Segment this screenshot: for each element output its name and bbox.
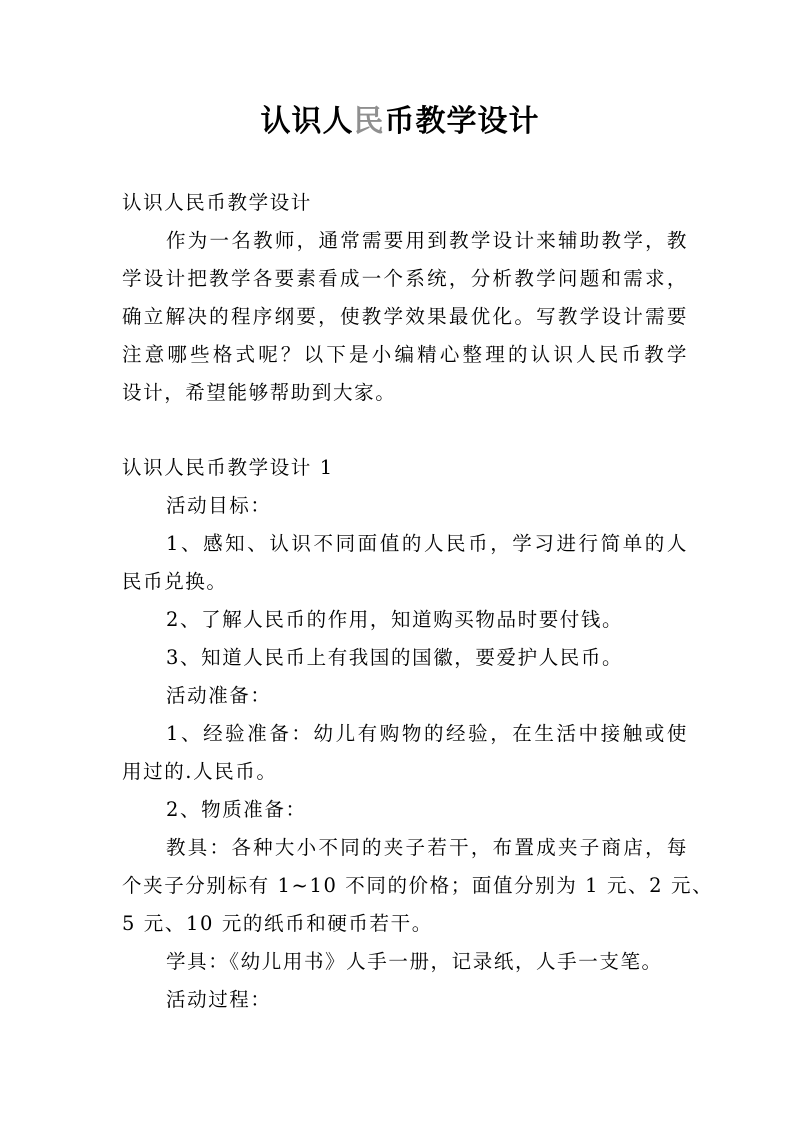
text-line: 2、了解人民币的作用，知道购买物品时要付钱。 — [166, 608, 624, 631]
paragraph-gap — [122, 412, 688, 449]
text-line: 设计，希望能够帮助到大家。 — [122, 381, 397, 404]
document-body — [122, 184, 714, 1019]
text-line: 学具：《幼儿用书》人手一册，记录纸，人手一支笔。 — [166, 950, 663, 973]
text-line: 3、知道人民币上有我国的国徽，要爱护人民币。 — [166, 646, 624, 669]
text-line: 1、感知、认识不同面值的人民币，学习进行简单的人 — [166, 532, 688, 555]
text-line: 作为一名教师，通常需要用到教学设计来辅助教学，教 — [166, 229, 688, 252]
text-line: 民币兑换。 — [122, 570, 228, 593]
text-line: 认识人民币教学设计 1 — [122, 456, 334, 479]
title-part-2-highlight: 民 — [353, 104, 385, 139]
text-line: 用过的.人民币。 — [122, 760, 278, 783]
text-line: 1、经验准备：幼儿有购物的经验，在生活中接触或使 — [166, 722, 688, 745]
title-part-1: 认识人 — [260, 104, 354, 139]
text-line: 2、物质准备： — [166, 798, 307, 821]
text-line: 确立解决的程序纲要，使教学效果最优化。写教学设计需要 — [122, 305, 688, 328]
title-part-3: 币教学设计 — [384, 104, 540, 139]
document-title — [0, 96, 800, 140]
text-line: 活动准备： — [166, 684, 272, 707]
text-line: 活动过程： — [166, 988, 272, 1011]
text-line: 活动目标： — [166, 494, 272, 517]
text-line: 认识人民币教学设计 — [122, 191, 312, 214]
text-line: 5 元、10 元的纸币和硬币若干。 — [122, 912, 433, 935]
text-line: 教具：各种大小不同的夹子若干，布置成夹子商店，每 — [166, 836, 688, 859]
text-line: 注意哪些格式呢？以下是小编精心整理的认识人民币教学 — [122, 343, 688, 366]
text-line: 学设计把教学各要素看成一个系统，分析教学问题和需求， — [122, 267, 688, 290]
text-line: 个夹子分别标有 1~10 不同的价格；面值分别为 1 元、2 元、 — [122, 874, 714, 897]
